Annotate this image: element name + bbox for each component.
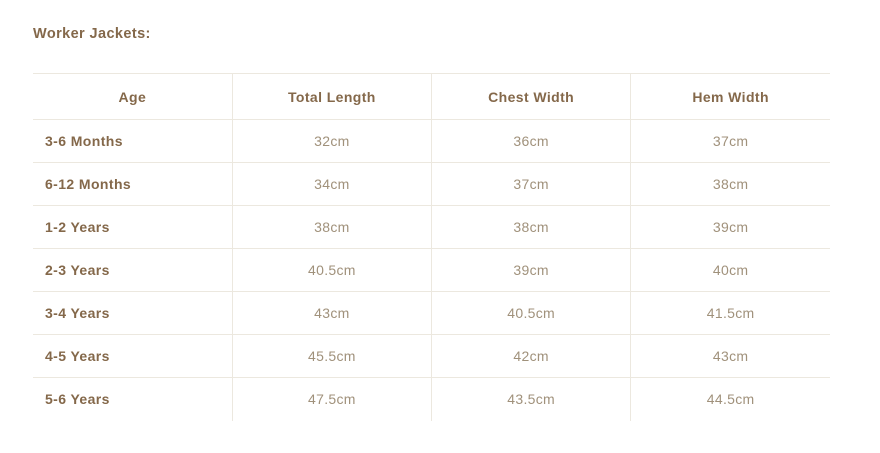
chest-width-cell: 39cm	[432, 249, 631, 292]
hem-width-cell: 44.5cm	[631, 378, 830, 421]
age-cell: 3-6 Months	[33, 120, 232, 163]
hem-width-cell: 41.5cm	[631, 292, 830, 335]
total-length-cell: 32cm	[232, 120, 431, 163]
age-cell: 5-6 Years	[33, 378, 232, 421]
hem-width-cell: 37cm	[631, 120, 830, 163]
age-cell: 4-5 Years	[33, 335, 232, 378]
chest-width-cell: 40.5cm	[432, 292, 631, 335]
total-length-cell: 45.5cm	[232, 335, 431, 378]
chest-width-cell: 43.5cm	[432, 378, 631, 421]
age-cell: 2-3 Years	[33, 249, 232, 292]
total-length-cell: 34cm	[232, 163, 431, 206]
column-header-hem-width: Hem Width	[631, 74, 830, 120]
page-title: Worker Jackets:	[33, 26, 151, 42]
table-row	[33, 335, 830, 378]
table-row	[33, 378, 830, 421]
total-length-cell: 40.5cm	[232, 249, 431, 292]
total-length-cell: 47.5cm	[232, 378, 431, 421]
table-row	[33, 206, 830, 249]
header-row	[33, 74, 830, 120]
table-row	[33, 120, 830, 163]
chest-width-cell: 38cm	[432, 206, 631, 249]
column-header-total-length: Total Length	[232, 74, 431, 120]
age-cell: 3-4 Years	[33, 292, 232, 335]
table-row	[33, 163, 830, 206]
column-header-age: Age	[33, 74, 232, 120]
size-chart-table	[33, 73, 830, 421]
chest-width-cell: 37cm	[432, 163, 631, 206]
hem-width-cell: 39cm	[631, 206, 830, 249]
hem-width-cell: 43cm	[631, 335, 830, 378]
total-length-cell: 43cm	[232, 292, 431, 335]
table-row	[33, 292, 830, 335]
table-row	[33, 249, 830, 292]
hem-width-cell: 38cm	[631, 163, 830, 206]
chest-width-cell: 42cm	[432, 335, 631, 378]
age-cell: 6-12 Months	[33, 163, 232, 206]
age-cell: 1-2 Years	[33, 206, 232, 249]
total-length-cell: 38cm	[232, 206, 431, 249]
chest-width-cell: 36cm	[432, 120, 631, 163]
hem-width-cell: 40cm	[631, 249, 830, 292]
column-header-chest-width: Chest Width	[432, 74, 631, 120]
